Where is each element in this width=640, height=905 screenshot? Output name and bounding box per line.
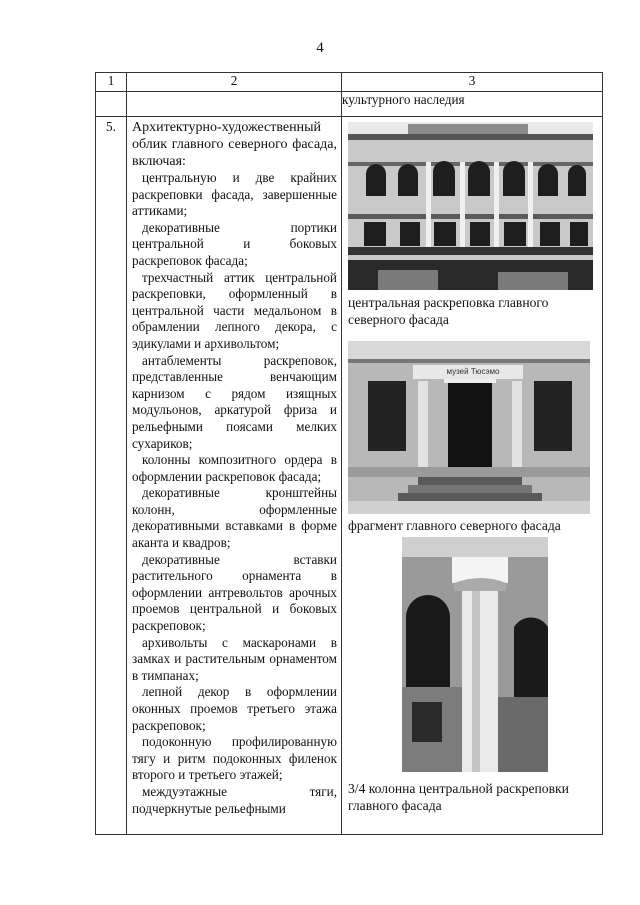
figure-caption: 3/4 колонна центральной раскреповки главного фасада [348, 781, 569, 813]
list-item: лепной декор в оформлении оконных проемов третьего этажа раскреповок; [132, 684, 337, 733]
figure-caption: центральная раскреповка главного северного фасада [348, 295, 549, 327]
header-col-3: 3 [342, 73, 603, 92]
list-item: подоконную профилированную тягу и ритм подоконных филенок второго и третьего этажей; [132, 734, 337, 783]
table-row [96, 117, 603, 835]
list-item: декоративные кронштейны колонн, оформленные декоративными вставками в форме аканта и квадров; [132, 485, 337, 551]
table-header-row [96, 73, 603, 92]
continuation-row [96, 92, 603, 117]
row-number: 5. [96, 117, 127, 835]
header-col-1: 1 [96, 73, 127, 92]
list-item: декоративные вставки растительного орнамента в оформлении антревольтов арочных проемов центральной и боковых раскреповок; [132, 551, 337, 634]
column-photo-icon [402, 537, 548, 772]
list-item: центральную и две крайних раскреповки фасада, завершенные аттиками; [132, 170, 337, 219]
list-item: декоративные портики центральной и боковых раскреповок фасада; [132, 219, 337, 268]
list-item: трехчастный аттик центральной раскреповки, оформленный в центральной части медальоном в обрамлении лепного декора, с эдикулами и архивольтом; [132, 269, 337, 351]
header-col-2: 2 [127, 73, 342, 92]
list-item: колонны композитного ордера в оформлении раскреповок фасада; [132, 452, 337, 484]
entrance-photo-icon [348, 341, 590, 514]
figures-column [342, 117, 602, 834]
features-list [127, 117, 341, 834]
facade-photo-icon [348, 122, 593, 290]
heritage-table [95, 72, 603, 835]
row-title: Архитектурно-художественный облик главного северного фасада, включая: [132, 120, 337, 169]
list-item: междуэтажные тяги, подчеркнутые рельефными [132, 783, 337, 816]
page-number: 4 [316, 40, 324, 56]
continuation-text: культурного наследия [342, 92, 603, 117]
museum-sign: музей Тюсэмо [446, 367, 500, 376]
figure-caption: фрагмент главного северного фасада [348, 518, 561, 533]
list-item: антаблементы раскреповок, представленные венчающим карнизом с рядом изящных модульонов, аркатурой фриза и рельефными поясами мелких сухариков; [132, 352, 337, 451]
list-item: архивольты с маскаронами в замках и растительным орнаментом в тимпанах; [132, 634, 337, 683]
